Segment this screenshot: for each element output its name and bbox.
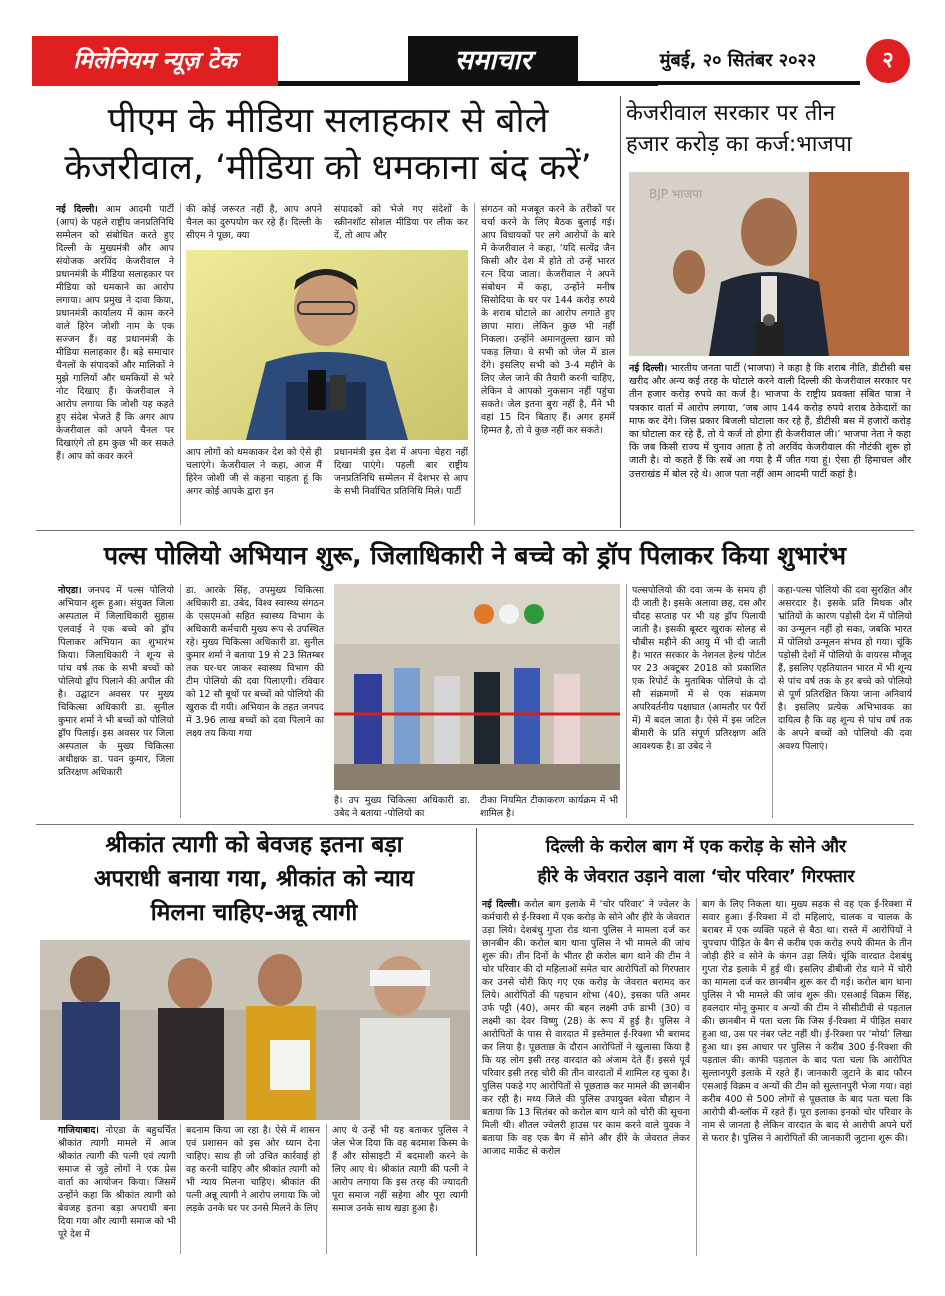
story3-headline: पल्स पोलियो अभियान शुरू, जिलाधिकारी ने बच्चे को ड्रॉप पिलाकर किया शुभारंभ <box>103 541 847 570</box>
page-number: २ <box>866 39 910 83</box>
story1-dateline: नई दिल्ली। <box>56 204 98 215</box>
paper-name: मिलेनियम न्यूज़ टेक <box>32 36 278 86</box>
story1-headline <box>36 98 620 192</box>
story2-body <box>629 362 911 526</box>
story3-col1 <box>58 584 174 818</box>
story4-headline <box>36 828 472 930</box>
tyagi-press-conference-photo <box>40 940 470 1120</box>
story5-col1-text: करोल बाग इलाके में ‘चोर परिवार’ ने ज्वेलर के कर्मचारी से ई-रिक्शा में एक करोड़ के सोने और हीरे के जेवरात उड़ा लिये। देशबंधु गुप्ता रोड थाना पुलिस ने मामला दर्ज कर छानबीन की। करोल बाग थाना पुलिस ने भी मामले की जांच शुरू की। तीन दिनों के भीतर ही करोल बाग थाने की टीम ने चोर परिवार की दो महिलाओं समेत चार आरोपितों को गिरफ्तार कर उनसे चोरी किए गए एक करोड़ के जेवरात बरामद कर लिये। आरोपितों की पहचान शोभा (40), इसका पति अमर उर्फ पट्टी (40), अमर की बहन लक्ष्मी उर्फ डाभी (30) व लक्ष्मी का देवर विष्णु (28) के रूप में हुई है। पुलिस ने आरोपितों के पास से वारदात में इस्तेमाल ई-रिक्शा भी बरामद कर लिया है। पूछताछ के दौरान आरोपितों ने खुलासा किया है कि यह लोग इसी तरह वारदात को अंजाम देते हैं। इससे पूर्व परिवार इसी तरह चोरी की तीन वारदातों में शामिल रह चुका है। पुलिस पकड़े गए आरोपितों से पूछताछ कर मामले की छानबीन कर रही है। मध्य जिले की पुलिस उपायुक्त श्वेता चौहान ने बताया कि 13 सितंबर को करोल बाग थाने को चोरी की सूचना मिली थी। शीतल ज्वेलरी हाउस पर काम करने वाले युवक ने बताया कि वह एक बैग में सोने और हीरे के जेवरात लेकर आजाद मार्केट से करोल <box>482 899 690 1157</box>
date-underline <box>622 81 860 85</box>
story3-photo-caption-right: टीका नियमित टीकाकरण कार्यक्रम में भी शामिल है। <box>480 795 618 819</box>
story4-headline-line1: श्रीकांत त्यागी को बेवजह इतना बड़ा <box>105 832 403 858</box>
story4-col2: बदनाम किया जा रहा है। ऐसे में शासन एवं प्रशासन को इस ओर ध्यान देना चाहिए। साथ ही जो उचित कार्रवाई हो वह करनी चाहिए और श्रीकांत त्यागी को भी न्याय मिलना चाहिए। श्रीकांत की पत्नी अन्नू त्यागी ने आरोप लगाया कि जो लड़के उनके घर पर उनसे मिलने के लिए <box>186 1125 320 1214</box>
sambit-patra-photo <box>629 172 909 356</box>
masthead <box>32 36 914 86</box>
story1-col3-top: संपादकों को भेजे गए संदेशों के स्क्रीनशॉट सोशल मीडिया पर लीक कर दें, तो आप और <box>334 204 468 241</box>
story3-col4: पल्सपोलियो की दवा जन्म के समय ही दी जाती है। इसके अलावा छह, दस और चौदह सप्ताह पर भी यह ड्रॉप पिलायी जाती है। इसकी बूस्टर खुराक सोलह से चौबीस महीने की आयु में भी दी जाती है। भारत सरकार के नेशनल हेल्थ पोर्टल पर 23 अक्टूबर 2018 को प्रकाशित एक रिपोर्ट के मुताबिक पोलियो के दो सौ संक्रमणों में से एक संक्रमण अपरिवर्तनीय पक्षाघात (आमतौर पर पैरों में) में बदल जाता है। ऐसे में इस जटिल बीमारी के प्रति संपूर्ण प्रतिरक्षण अति आवश्यक है। डा उबेद ने <box>632 585 766 752</box>
divider <box>474 203 475 525</box>
story1-col2-top: की कोई जरूरत नहीं है, आप अपने चैनल का दुरुपयोग कर रहे हैं। दिल्ली के सीएम ने पूछा, क्या <box>186 204 322 241</box>
divider <box>620 96 621 528</box>
story3-col1-text: जनपद में पल्स पोलियो अभियान शुरू हुआ। संयुक्त जिला अस्पताल में जिलाधिकारी सुहास एलवाई ने एक बच्चे को ड्रॉप पिलाकर अभियान का शुभारंभ किया। जिलाधिकारी ने शून्य से पांच वर्ष तक के सभी बच्चों को पोलियो ड्रॉप पिलाने की अपील की है। उद्घाटन अवसर पर मुख्य चिकित्सा अधिकारी डा. सुनील कुमार शर्मा ने भी बच्चों को पोलियो ड्रॉप पिलाई। इस अवसर पर जिला अस्पताल के मुख्य चिकित्सा अधीक्षक डा. पवन कुमार, जिला प्रतिरक्षण अधिकारी <box>58 585 174 778</box>
divider <box>476 828 477 1256</box>
story2-headline <box>626 98 916 160</box>
story2-body-text: भारतीय जनता पार्टी (भाजपा) ने कहा है कि शराब नीति, डीटीसी बस खरीद और अन्य कई तरह के घोटाले करने वाली दिल्ली की केजरीवाल सरकार पर तीन हजार करोड़ रुपये का कर्ज है। भाजपा के राष्ट्रीय प्रवक्ता संबित पात्रा ने पत्रकार वार्ता में आरोप लगाया, ‘जब आप 144 करोड़ रुपये शराब ठेकेदारों का माफ कर देंगे। जिस प्रकार बिजली घोटाला कर रहे हैं, डीटीसी बस में हजारों करोड़ का घोटाला कर रहे हैं, तो ये कर्ज तो होगा ही केजरीवाल जी।’ भाजपा नेता ने कहा कि जब किसी राज्य में चुनाव आता है तो अरविंद केजरीवाल की नौटंकी शुरू हो जाती है। वो कहते हैं कि सबें आ गया है मैं जीत गया हूं। ऐसा ही हिमाचल और उत्तराखंड में बोल रहे थे। आज पता नहीं आम आदमी पार्टी कहां है। <box>629 363 911 480</box>
story4-col3: आए थे उन्हें भी यह बताकर पुलिस ने जेल भेज दिया कि वह बदमाश किस्म के हैं और सोसाइटी में बदमाशी करने के लिए आए थे। श्रीकांत त्यागी की पत्नी ने आरोप लगाया कि इस तरह की ज्यादती पूरा समाज नहीं सहेगा और पूरा त्यागी समाज उनके साथ खड़ा हुआ है। <box>332 1125 468 1214</box>
story4-col1-text: नोएडा के बहुचर्चित श्रीकांत त्यागी मामले में आज श्रीकांत त्यागी की पत्नी एवं त्यागी समाज से जुड़े लोगों ने एक प्रेस वार्ता का आयोजन किया। जिसमें उन्होंने कहा कि श्रीकांत त्यागी को बेवजह इतना बड़ा अपराधी बना दिया गया और त्यागी समाज को भी पूरे देश में <box>58 1125 176 1240</box>
divider <box>772 584 773 818</box>
issue-date: मुंबई, २० सितंबर २०२२ <box>659 50 817 71</box>
story1-col1 <box>56 203 174 525</box>
story4-headline-line3: मिलना चाहिए-अन्नू त्यागी <box>150 900 358 926</box>
story1-headline-line1: पीएम के मीडिया सलाहकार से बोले <box>107 101 549 141</box>
story1-col1-text: आम आदमी पार्टी (आप) के पहले राष्ट्रीय जनप्रतिनिधि सम्मेलन को संबोधित करते हुए दिल्ली के मुख्यमंत्री और आप संयोजक अरविंद केजरीवाल ने प्रधानमंत्री के मीडिया सलाहकार पर मीडिया को धमकाने का आरोप लगाया। आप प्रमुख ने दावा किया, प्रधानमंत्री कार्यालय में काम करने वाले हिरेन जोशी नाम के एक सज्जन हैं। वह प्रधानमंत्री के मीडिया सलाहकार हैं। बड़े समाचार चैनलों के संपादकों और मालिकों ने मुझे गालियों और धमकियों से भरे नोट दिखाए हैं। केजरीवाल ने आरोप लगाया कि जोशी यह कहते हुए संदेश भेजते हैं कि अगर आप केजरीवाल को अपने चैनल पर दिखाएंगे तो हम कुछ भी कर सकते हैं। आप को कवर करने <box>56 204 174 462</box>
divider <box>180 584 181 818</box>
divider <box>626 584 627 818</box>
story3-col2: डा. आरके सिंह, उपमुख्य चिकित्सा अधिकारी डा. उबेद, विश्व स्वास्थ्य संगठन के एसएमओ सहित स्वास्थ्य विभाग के अधिकारी कर्मचारी मुख्य रूप से उपस्थित रहे। मुख्य चिकित्सा अधिकारी डा. सुनील कुमार शर्मा ने बताया 19 से 23 सितम्बर तक घर-घर जाकर स्वास्थ्य विभाग की टीम पोलियो की दवा पिलाएगी। रविवार को 12 सौ बूथों पर बच्चों को पोलियो की खुराक दी गयी। अभियान के तहत जनपद में 3.96 लाख बच्चों को दवा पिलाने का लक्ष्य तय किया गया <box>186 585 324 739</box>
story5-col2: बाग के लिए निकला था। मुख्य सड़क से वह एक ई-रिक्शा में सवार हुआ। ई-रिक्शा में दो महिलाएं, चालक व चालक के बराबर में एक व्यक्ति पहले से बैठा था। रास्ते में आरोपियों ने चुपचाप पीड़ित के बैग से करीब एक करोड़ रुपये कीमत के तीन जोड़ी हीरे व सोने के कंगन उड़ा लिये। चूंकि वारदात देशबंधु गुप्ता रोड इलाके में हुई थी। इसलिए डीबीजी रोड थाने में चोरी का मामला दर्ज कर छानबीन शुरू कर दी गई। करोल बाग थाना पुलिस ने भी मामले की जांच शुरू की। एसआई विक्रम सिंह, हवलदार मोनू कुमार व अन्यों की टीम ने सीसीटीवी से पड़ताल की। छानबीन में पता चला कि जिस ई-रिक्शा में पीड़ित सवार हुआ था, उस पर नंबर प्लेट नहीं थी। ई-रिक्शा पर ‘मोर्या’ लिखा हुआ था। इस आधार पर पुलिस ने करीब 300 ई-रिक्शा की पड़ताल की। काफी पड़ताल के बाद पता चला कि आरोपित सुल्तानपुरी इलाके में रहते हैं। जानकारी जुटाने के बाद फौरन एसआई विक्रम व अन्यों की टीम को सुल्तानपुरी भेजा गया। वहां करीब 400 से 500 लोगों से पूछताछ के बाद पता चला कि आरोपी बी-ब्लॉक में रहते हैं। पूरा इलाका इनको चोर परिवार के नाम से जानता है लेकिन वारदात के बाद से आरोपी अपने घरों से फरार है। पुलिस ने आरोपितों की जानकारी जुटाना शुरू की। <box>702 899 912 1144</box>
story5-headline <box>480 832 912 892</box>
story5-headline-line1: दिल्ली के करोल बाग में एक करोड़ के सोने और <box>545 837 847 857</box>
divider <box>326 1124 327 1254</box>
story1-headline-line2: केजरीवाल, ‘मीडिया को धमकाना बंद करें’ <box>64 148 592 188</box>
story2-headline-line1: केजरीवाल सरकार पर तीन <box>626 101 836 126</box>
story4-col1 <box>58 1124 176 1254</box>
divider <box>180 1124 181 1254</box>
story1-col2-bottom: आप लोगों को धमकाकर देश को ऐसे ही चलाएंगे। केजरीवाल ने कहा, आज मैं हिरेन जोशी जी से कहना चाहता हूं कि अगर कोई आपके द्वारा इन <box>186 447 322 497</box>
section-label: समाचार <box>408 36 578 86</box>
divider <box>180 203 181 525</box>
story2-dateline: नई दिल्ली। <box>629 363 668 374</box>
section-divider <box>36 824 914 825</box>
story3-col5: कहा-पल्स पोलियो की दवा सुरक्षित और असरदार है। इसके प्रति मिथक और भ्रांतियों के कारण पड़ोसी देश में पोलियो का उन्मूलन नहीं हो सका, जबकि भारत में पोलियो उन्मूलन संभव हो गया। चूंकि पड़ोसी देशों में पोलियो के वायरस मौजूद हैं, इसलिए एहतियातन भारत में भी शून्य से पांच वर्ष तक के हर बच्चे को पोलियो से पूर्ण प्रतिरक्षित किया जाना अनिवार्य है। इसलिए प्रत्येक अभिभावक का दायित्व है कि वह शून्य से पांच वर्ष तक के अपने बच्चों को पोलियो की दवा अवश्य पिलाएं। <box>778 585 912 752</box>
story1-col3-bottom: प्रधानमंत्री इस देश में अपना चेहरा नहीं दिखा पाएंगे। पहली बार राष्ट्रीय जनप्रतिनिधि सम्मेलन में देशभर से आप के सभी निर्वाचित प्रतिनिधि मिले। पार्टी <box>334 447 468 497</box>
kejriwal-photo <box>186 250 468 440</box>
photo-backdrop-text: BJP भाजपा <box>649 187 703 201</box>
story4-dateline: गाजियाबाद। <box>58 1125 99 1136</box>
story5-headline-line2: हीरे के जेवरात उड़ाने वाला ‘चोर परिवार’ गिरफ्तार <box>537 867 855 887</box>
story5-col1 <box>482 898 690 1256</box>
story3-dateline: नोएडा। <box>58 585 82 596</box>
divider <box>696 898 697 1256</box>
story1-col4: संगठन को मजबूत करने के तरीकों पर चर्चा करने के लिए बैठक बुलाई गई। आप विधायकों पर लगे आरोपों के बारे में केजरीवाल ने कहा, ‘यदि सत्येंद्र जैन किसी और देश में होते तो उन्हें भारत रत्न दिया जाता। केजरीवाल ने अपने संबोधन में कहा, उन्होंने मनीष सिसोदिया के घर पर 144 करोड़ रुपये के शराब घोटाले का आरोप लगाते हुए छापा मारा। लेकिन कुछ भी नहीं निकला। उन्होंने अमानतुल्ला खान को पकड़ लिया। वे सभी को जेल में डाल देंगे। इसलिए सभी को 3-4 महीने के लिए जेल जाने की तैयारी करनी चाहिए, लेकिन वे आपको नुकसान नहीं पहुंचा सकते। जेल इतना बुरा नहीं है, मैंने भी वहां 15 दिन बिताए हैं। अगर हममें हिम्मत है, तो वे कुछ नहीं कर सकते। <box>481 204 615 436</box>
story3-photo-caption-left: है। उप मुख्य चिकित्सा अधिकारी डा. उबेद ने बताया -पोलियो का <box>334 795 470 819</box>
story5-dateline: नई दिल्ली। <box>482 899 520 910</box>
polio-campaign-photo <box>334 584 620 790</box>
story2-headline-line2: हजार करोड़ का कर्ज:भाजपा <box>626 132 852 157</box>
story4-headline-line2: अपराधी बनाया गया, श्रीकांत को न्याय <box>93 866 415 892</box>
section-divider <box>36 530 914 531</box>
